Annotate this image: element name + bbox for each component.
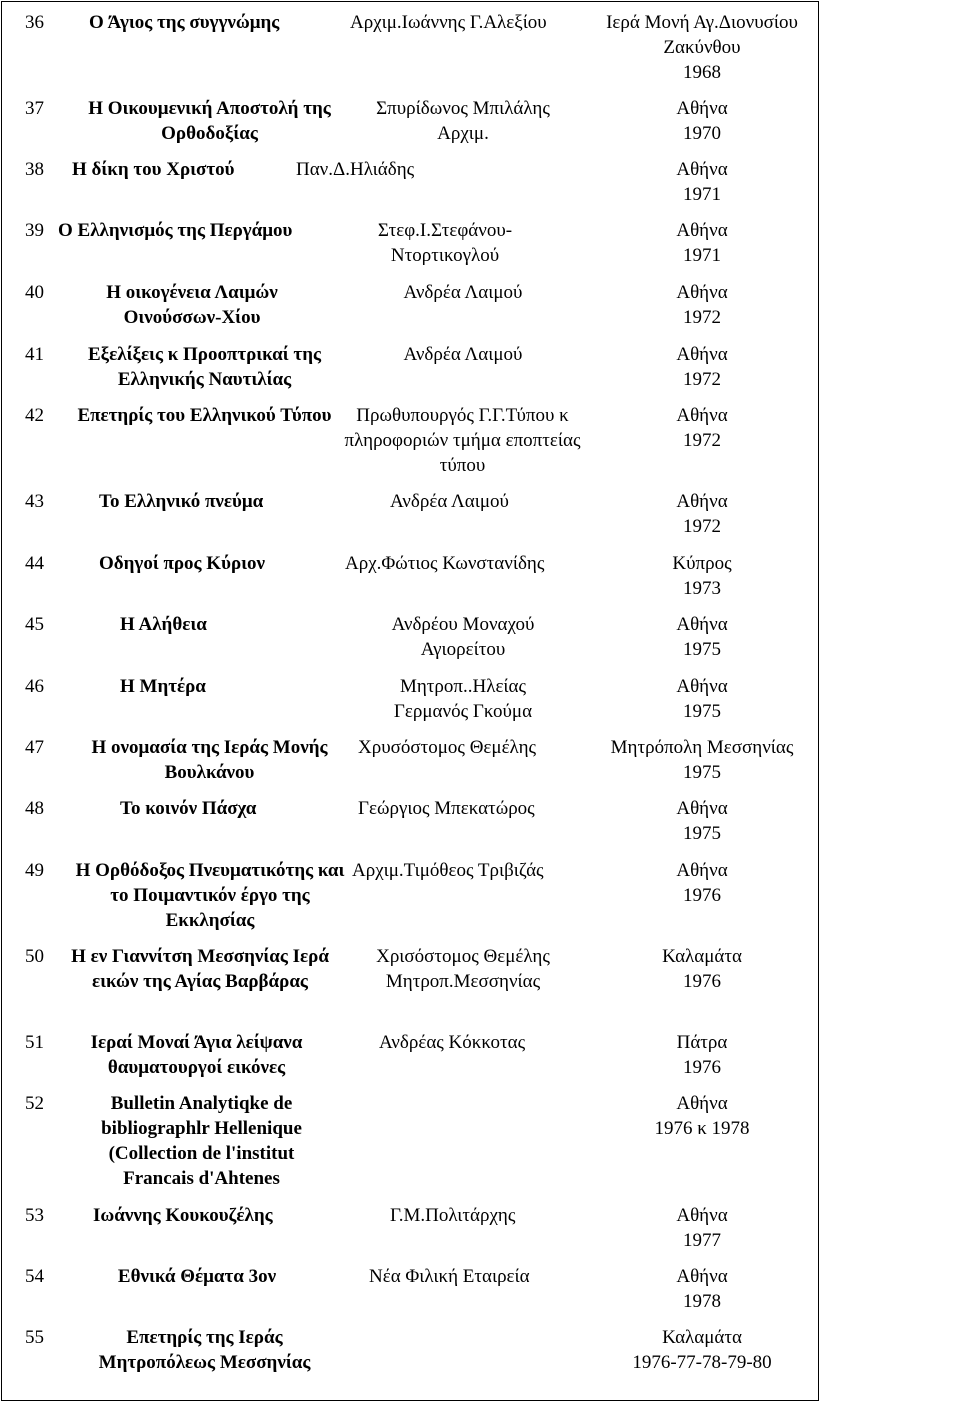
row-number: 36 <box>25 12 44 33</box>
place-name: Καλαμάτα <box>662 1327 742 1348</box>
book-title: Η οικογένεια Λαιμών Οινούσσων-Χίου <box>106 282 278 328</box>
publication-place <box>582 944 822 994</box>
book-title: Bulletin Analytiqke de bibliographlr Hellenique (Collection de l'institut Francais d'Ahtenes <box>101 1093 302 1189</box>
row-number: 52 <box>25 1093 44 1114</box>
row-number: 48 <box>25 798 44 819</box>
publication-place <box>582 10 822 85</box>
book-author: Αρχιμ.Ιωάννης Γ.Αλεξίου <box>350 12 547 33</box>
row-number: 43 <box>25 491 44 512</box>
publication-year: 1976 <box>683 971 721 992</box>
publication-place <box>582 1091 822 1141</box>
publication-year: 1972 <box>683 430 721 451</box>
row-number: 45 <box>25 614 44 635</box>
book-author: Νέα Φιλική Εταιρεία <box>369 1266 530 1287</box>
publication-year: 1975 <box>683 639 721 660</box>
place-name: Αθήνα <box>676 282 728 303</box>
publication-year: 1978 <box>683 1291 721 1312</box>
book-author: Ανδρέα Λαιμού <box>390 491 509 512</box>
publication-year: 1976 κ 1978 <box>654 1118 750 1139</box>
publication-year: 1975 <box>683 823 721 844</box>
publication-place <box>582 489 822 539</box>
publication-year: 1971 <box>683 184 721 205</box>
publication-place <box>582 796 822 846</box>
place-name: Αθήνα <box>676 1205 728 1226</box>
book-title: Η Αλήθεια <box>120 614 207 635</box>
place-name: Μητρόπολη Μεσσηνίας <box>610 737 794 758</box>
book-author: Αρχ.Φώτιος Κωνστανίδης <box>345 553 545 574</box>
book-author: Πρωθυπουργός Γ.Γ.Τύπου κ πληροφοριών τμήμα εποπτείας τύπου <box>344 405 581 476</box>
book-title: Επετηρίς της Ιεράς Μητροπόλεως Μεσσηνίας <box>98 1327 311 1373</box>
book-author: Χρυσόστομος Θεμέλης <box>358 737 537 758</box>
publication-year: 1973 <box>683 578 721 599</box>
row-number: 41 <box>25 344 44 365</box>
publication-year: 1976-77-78-79-80 <box>632 1352 772 1373</box>
publication-place <box>582 403 822 453</box>
place-name: Αθήνα <box>676 614 728 635</box>
book-author: Γεώργιος Μπεκατώρος <box>358 798 535 819</box>
publication-year: 1976 <box>683 1057 721 1078</box>
place-name: Αθήνα <box>676 798 728 819</box>
book-title: Η Μητέρα <box>120 676 206 697</box>
book-title: Η Οικουμενική Αποστολή της Ορθοδοξίας <box>88 98 331 144</box>
row-number: 39 <box>25 220 44 241</box>
book-author: Παν.Δ.Ηλιάδης <box>296 159 415 180</box>
row-number: 42 <box>25 405 44 426</box>
place-name: Αθήνα <box>676 159 728 180</box>
book-author: Μητροπ..Ηλείας Γερμανός Γκούμα <box>393 676 533 722</box>
publication-place <box>582 858 822 908</box>
book-author: Γ.Μ.Πολιτάρχης <box>390 1205 516 1226</box>
place-name: Αθήνα <box>676 98 728 119</box>
publication-year: 1976 <box>683 885 721 906</box>
book-title: Η ονομασία της Ιεράς Μονής Βουλκάνου <box>91 737 328 783</box>
row-number: 37 <box>25 98 44 119</box>
publication-year: 1970 <box>683 123 721 144</box>
publication-place <box>582 96 822 146</box>
publication-place <box>582 1030 822 1080</box>
row-number: 54 <box>25 1266 44 1287</box>
publication-year: 1972 <box>683 369 721 390</box>
book-title: Η Ορθόδοξος Πνευματικότης και το Ποιμαντικόν έργο της Εκκλησίας <box>75 860 345 931</box>
publication-place <box>582 342 822 392</box>
row-number: 47 <box>25 737 44 758</box>
place-name: Ιερά Μονή Αγ.Διονυσίου Ζακύνθου <box>606 12 798 58</box>
publications-table <box>1 1 819 1401</box>
row-number: 49 <box>25 860 44 881</box>
publication-place <box>582 1264 822 1314</box>
place-name: Κύπρος <box>672 553 732 574</box>
book-title: Το Ελληνικό πνεύμα <box>99 491 264 512</box>
row-number: 38 <box>25 159 44 180</box>
book-author: Ανδρέα Λαιμού <box>403 282 523 303</box>
row-number: 46 <box>25 676 44 697</box>
book-title: Το κοινόν Πάσχα <box>120 798 257 819</box>
book-title: Ιωάννης Κουκουζέλης <box>93 1205 273 1226</box>
book-title: Η εν Γιαννίτση Μεσσηνίας Ιερά εικών της Αγίας Βαρβάρας <box>71 946 329 992</box>
place-name: Αθήνα <box>676 220 728 241</box>
publication-year: 1971 <box>683 245 721 266</box>
place-name: Αθήνα <box>676 860 728 881</box>
book-title: Η δίκη του Χριστού <box>72 159 235 180</box>
book-title: Εθνικά Θέματα 3ον <box>117 1266 277 1287</box>
publication-year: 1972 <box>683 307 721 328</box>
book-title: Ο Ελληνισμός της Περγάμου <box>58 220 293 241</box>
row-number: 44 <box>25 553 44 574</box>
book-author: Στεφ.Ι.Στεφάνου-Ντορτικογλού <box>377 220 513 266</box>
book-author: Αρχιμ.Τιμόθεος Τριβιζάς <box>352 860 544 881</box>
place-name: Αθήνα <box>676 676 728 697</box>
row-number: 40 <box>25 282 44 303</box>
book-author: Ανδρέου Μοναχού Αγιορείτου <box>391 614 535 660</box>
book-author: Ανδρέα Λαιμού <box>403 344 523 365</box>
publication-place <box>582 157 822 207</box>
book-author: Χρισόστομος Θεμέλης Μητροπ.Μεσσηνίας <box>376 946 550 992</box>
publication-place <box>582 674 822 724</box>
book-title: Ο Άγιος της συγγνώμης <box>89 12 280 33</box>
publication-place <box>582 280 822 330</box>
row-number: 51 <box>25 1032 44 1053</box>
publication-year: 1975 <box>683 762 721 783</box>
place-name: Αθήνα <box>676 344 728 365</box>
publication-year: 1968 <box>683 62 721 83</box>
publication-year: 1977 <box>683 1230 721 1251</box>
row-number: 50 <box>25 946 44 967</box>
publication-place <box>582 735 822 785</box>
publication-place <box>582 612 822 662</box>
place-name: Αθήνα <box>676 491 728 512</box>
book-title: Οδηγοί προς Κύριον <box>99 553 265 574</box>
place-name: Καλαμάτα <box>662 946 742 967</box>
publication-place <box>582 1203 822 1253</box>
row-number: 53 <box>25 1205 44 1226</box>
publication-place <box>582 551 822 601</box>
row-number: 55 <box>25 1327 44 1348</box>
book-author: Σπυρίδωνος Μπιλάλης Αρχιμ. <box>376 98 550 144</box>
place-name: Αθήνα <box>676 1266 728 1287</box>
place-name: Αθήνα <box>676 405 728 426</box>
publication-year: 1975 <box>683 701 721 722</box>
book-title: Ιεραί Μοναί Άγια λείψανα θαυματουργοί εικόνες <box>90 1032 303 1078</box>
publication-year: 1972 <box>683 516 721 537</box>
book-title: Επετηρίς του Ελληνικού Τύπου <box>77 405 332 426</box>
place-name: Πάτρα <box>676 1032 728 1053</box>
publication-place <box>582 1325 822 1375</box>
book-title: Εξελίξεις κ Προοπτρικαί της Ελληνικής Ναυτιλίας <box>87 344 321 390</box>
publication-place <box>582 218 822 268</box>
place-name: Αθήνα <box>676 1093 728 1114</box>
book-author: Ανδρέας Κόκκοτας <box>379 1032 526 1053</box>
